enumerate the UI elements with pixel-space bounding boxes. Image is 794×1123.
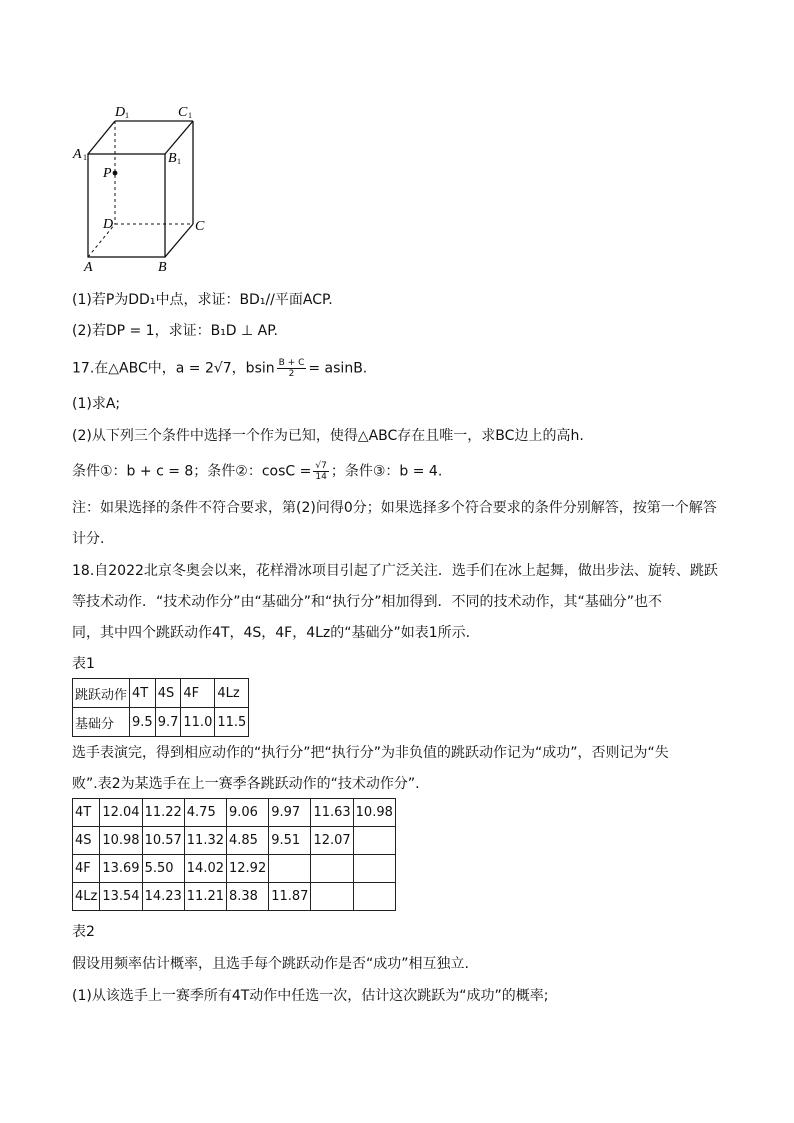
table-row bbox=[73, 855, 396, 883]
q16-part1: (1)若P为DD₁中点，求证：BD₁//平面ACP. bbox=[72, 292, 333, 308]
table-cell: 11.32 bbox=[184, 827, 226, 855]
table-row bbox=[73, 679, 249, 708]
q16-part2: (2)若DP = 1，求证：B₁D ⊥ AP. bbox=[72, 323, 278, 339]
table-row bbox=[73, 799, 396, 827]
q17-cond-b: ；条件③：b = 4. bbox=[330, 463, 443, 480]
q18-para5: 败”.表2为某选手在上一赛季各跳跃动作的“技术动作分”. bbox=[72, 776, 420, 792]
cube-edge bbox=[165, 224, 193, 257]
label-p: P bbox=[103, 166, 112, 181]
table-cell: 4Lz bbox=[73, 883, 100, 911]
q17-stem-a: 17.在△ABC中，a = 2√7，bsin bbox=[72, 360, 275, 377]
table-cell: 跳跃动作 bbox=[73, 679, 130, 708]
table-cell: 12.92 bbox=[227, 855, 269, 883]
table-cell: 4F bbox=[73, 855, 100, 883]
table-cell: 4S bbox=[155, 679, 181, 708]
label-a1: A bbox=[73, 147, 82, 162]
q17-fraction bbox=[277, 358, 307, 379]
table-cell: 10.98 bbox=[100, 827, 142, 855]
cos-num: √7 bbox=[315, 461, 327, 471]
table-cell bbox=[353, 855, 395, 883]
cube-front-face bbox=[88, 154, 165, 257]
table-cell bbox=[269, 855, 311, 883]
table-cell: 11.87 bbox=[269, 883, 311, 911]
label-d: D bbox=[103, 217, 114, 232]
table-cell: 4T bbox=[130, 679, 156, 708]
q18-para7: (1)从该选手上一赛季所有4T动作中任选一次，估计这次跳跃为“成功”的概率; bbox=[72, 988, 549, 1004]
q18-para2: 等技术动作．“技术动作分”由“基础分”和“执行分”相加得到．不同的技术动作，其“基础分”也不 bbox=[72, 594, 663, 610]
cos-fraction bbox=[313, 461, 328, 482]
table-cell: 10.98 bbox=[353, 799, 395, 827]
table-cell bbox=[311, 883, 353, 911]
q17-part1: (1)求A; bbox=[72, 396, 121, 412]
table-cell: 4S bbox=[73, 827, 100, 855]
table1-caption: 表1 bbox=[72, 656, 95, 672]
q17-part2: (2)从下列三个条件中选择一个作为已知，使得△ABC存在且唯一，求BC边上的高h. bbox=[72, 428, 584, 444]
table-cell: 9.5 bbox=[130, 708, 156, 737]
table-cell: 12.04 bbox=[100, 799, 142, 827]
q17-note-line2: 计分. bbox=[72, 531, 105, 547]
table2 bbox=[72, 798, 396, 911]
table-cell: 11.22 bbox=[142, 799, 184, 827]
label-b1-sub: 1 bbox=[177, 157, 181, 166]
point-p bbox=[113, 171, 118, 176]
cube-edge bbox=[88, 121, 115, 154]
label-d1-sub: 1 bbox=[125, 111, 129, 120]
table-row bbox=[73, 883, 396, 911]
table-cell: 5.50 bbox=[142, 855, 184, 883]
label-a1-sub: 1 bbox=[83, 153, 87, 162]
q17-note-line1: 注：如果选择的条件不符合要求，第(2)问得0分；如果选择多个符合要求的条件分别解答，按第一个解答 bbox=[72, 500, 717, 516]
label-c: C bbox=[195, 219, 205, 234]
table-cell: 9.97 bbox=[269, 799, 311, 827]
table-cell: 11.63 bbox=[311, 799, 353, 827]
label-a: A bbox=[84, 260, 93, 275]
cube-figure bbox=[60, 96, 220, 281]
table-cell: 4F bbox=[181, 679, 215, 708]
cube-edge bbox=[165, 121, 193, 154]
table-cell: 4.75 bbox=[184, 799, 226, 827]
table-cell: 13.54 bbox=[100, 883, 142, 911]
table-cell bbox=[353, 827, 395, 855]
table-cell: 14.02 bbox=[184, 855, 226, 883]
label-c1: C bbox=[178, 105, 188, 120]
table-cell: 13.69 bbox=[100, 855, 142, 883]
table-cell: 11.5 bbox=[215, 708, 249, 737]
table2-caption: 表2 bbox=[72, 924, 95, 940]
q17-stem-b: = asinB. bbox=[308, 360, 368, 377]
q18-para3: 同，其中四个跳跃动作4T，4S，4F，4Lz的“基础分”如表1所示. bbox=[72, 625, 471, 641]
table1 bbox=[72, 678, 249, 737]
table-cell: 4Lz bbox=[215, 679, 249, 708]
table-cell: 9.06 bbox=[227, 799, 269, 827]
table-cell: 基础分 bbox=[73, 708, 130, 737]
table-row bbox=[73, 708, 249, 737]
label-d1: D bbox=[115, 105, 126, 120]
table-cell: 4T bbox=[73, 799, 100, 827]
q18-para4: 选手表演完，得到相应动作的“执行分”把“执行分”为非负值的跳跃动作记为“成功”，否则记为“失 bbox=[72, 745, 669, 761]
table-cell: 11.0 bbox=[181, 708, 215, 737]
q17-conditions bbox=[72, 461, 442, 482]
table-cell: 12.07 bbox=[311, 827, 353, 855]
label-b1: B bbox=[168, 151, 177, 166]
cos-den: 14 bbox=[315, 472, 327, 482]
table-cell: 8.38 bbox=[227, 883, 269, 911]
q18-para1: 18.自2022北京冬奥会以来，花样滑冰项目引起了广泛关注．选手们在冰上起舞，做出步法、旋转、跳跃 bbox=[72, 563, 718, 579]
label-c1-sub: 1 bbox=[188, 111, 192, 120]
table-cell: 10.57 bbox=[142, 827, 184, 855]
table-cell bbox=[353, 883, 395, 911]
table-cell: 9.51 bbox=[269, 827, 311, 855]
table-row bbox=[73, 827, 396, 855]
label-b: B bbox=[158, 260, 167, 275]
q17-frac-num: B + C bbox=[278, 358, 305, 368]
table-cell: 11.21 bbox=[184, 883, 226, 911]
q18-para6: 假设用频率估计概率，且选手每个跳跃动作是否“成功”相互独立. bbox=[72, 956, 469, 972]
table-cell: 14.23 bbox=[142, 883, 184, 911]
q17-stem bbox=[72, 358, 367, 379]
q17-frac-den: 2 bbox=[288, 369, 295, 379]
table-cell: 9.7 bbox=[155, 708, 181, 737]
q17-cond-a: 条件①：b + c = 8；条件②：cosC = bbox=[72, 463, 312, 480]
table-cell: 4.85 bbox=[227, 827, 269, 855]
table-cell bbox=[311, 855, 353, 883]
